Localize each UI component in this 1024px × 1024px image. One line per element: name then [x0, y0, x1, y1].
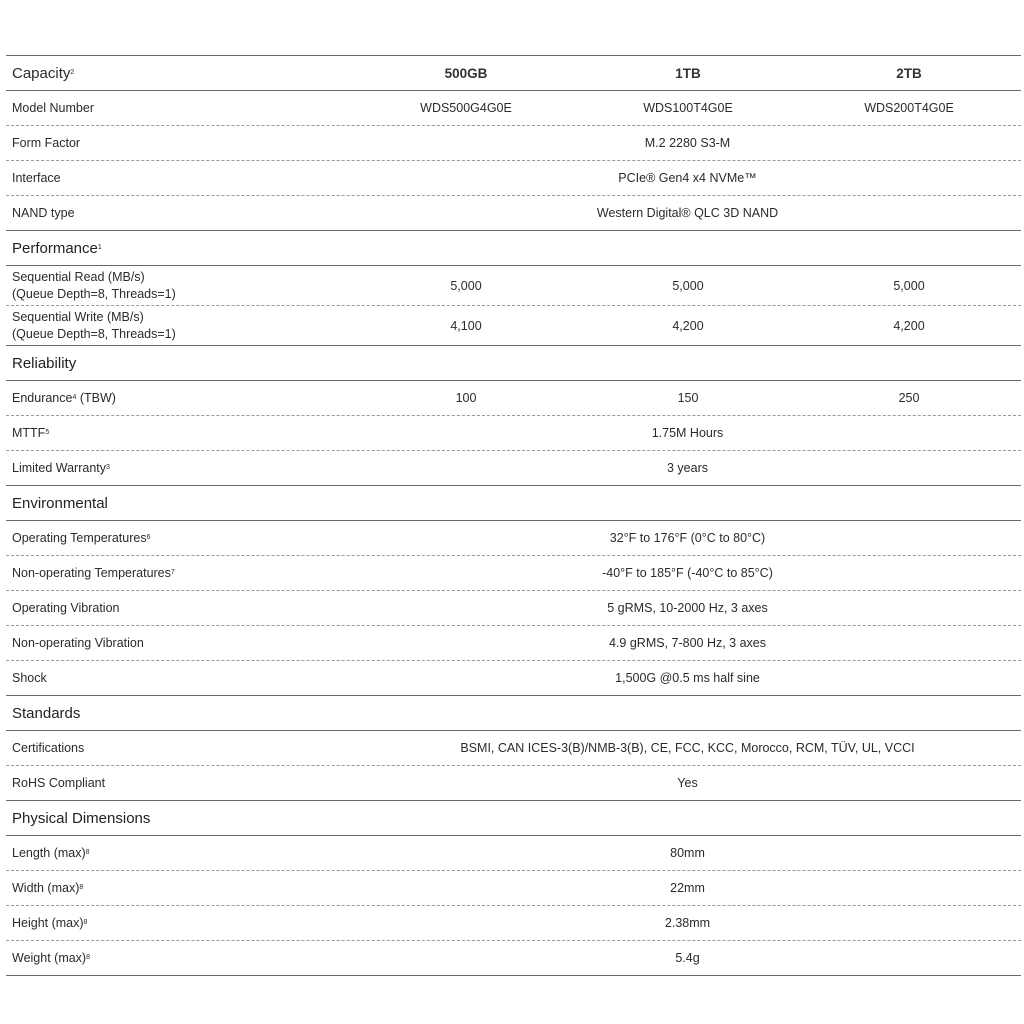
row-label: Non-operating Vibration	[12, 636, 144, 650]
value-all: Western Digital® QLC 3D NAND	[596, 206, 779, 220]
row-label: Operating Temperatures 6	[12, 531, 151, 545]
value-500gb: 5,000	[450, 278, 482, 293]
col-1tb: 1TB	[675, 65, 701, 81]
row-label: NAND type	[12, 206, 75, 220]
nand-type-row	[6, 196, 1021, 231]
seq-write-row	[6, 306, 1021, 346]
seq-read-row	[6, 266, 1021, 306]
row-label: RoHS Compliant	[12, 776, 106, 790]
row-label: Non-operating Temperatures 7	[12, 566, 175, 580]
value-all: 32°F to 176°F (0°C to 80°C)	[609, 531, 766, 545]
length-row	[6, 836, 1021, 871]
value-all: -40°F to 185°F (-40°C to 85°C)	[602, 566, 773, 580]
value-2tb: WDS200T4G0E	[864, 101, 954, 115]
row-label: Height (max) 8	[12, 916, 88, 930]
value-500gb: WDS500G4G0E	[420, 101, 512, 115]
row-label: Length (max) 8	[12, 846, 90, 860]
section-environmental	[6, 486, 1021, 521]
col-2tb: 2TB	[896, 65, 922, 81]
value-1tb: 4,200	[672, 318, 704, 333]
value-all: Yes	[677, 776, 698, 790]
value-2tb: 4,200	[893, 318, 925, 333]
value-500gb: 100	[455, 391, 477, 405]
row-label: Model Number	[12, 101, 94, 115]
value-2tb: 5,000	[893, 278, 925, 293]
capacity-header-row	[6, 55, 1021, 91]
value-1tb: WDS100T4G0E	[643, 101, 733, 115]
model-number-row	[6, 91, 1021, 126]
value-2tb: 250	[898, 391, 920, 405]
nonop-vibration-row	[6, 626, 1021, 661]
op-vibration-row	[6, 591, 1021, 626]
section-title: Environmental	[12, 494, 108, 512]
row-label: Endurance 4 (TBW)	[12, 391, 116, 405]
col-500gb: 500GB	[444, 65, 488, 81]
mttf-row	[6, 416, 1021, 451]
interface-row	[6, 161, 1021, 196]
value-500gb: 4,100	[450, 318, 482, 333]
value-all: 80mm	[670, 846, 705, 860]
value-all: 2.38mm	[664, 916, 711, 930]
row-label: Limited Warranty 3	[12, 461, 110, 475]
height-row	[6, 906, 1021, 941]
row-label: Shock	[12, 671, 47, 685]
width-row	[6, 871, 1021, 906]
row-label: Sequential Read (MB/s) (Queue Depth=8, Threads=1)	[12, 269, 176, 301]
value-1tb: 5,000	[672, 278, 704, 293]
value-all: BSMI, CAN ICES-3(B)/NMB-3(B), CE, FCC, KCC, Morocco, RCM, TÜV, UL, VCCI	[460, 741, 915, 755]
endurance-row	[6, 381, 1021, 416]
row-label: Interface	[12, 171, 61, 185]
row-label: MTTF 5	[12, 426, 50, 440]
op-temp-row	[6, 521, 1021, 556]
value-all: M.2 2280 S3-M	[644, 136, 731, 150]
section-reliability	[6, 346, 1021, 381]
spec-table	[6, 55, 1021, 976]
value-all: 1,500G @0.5 ms half sine	[615, 671, 760, 685]
nonop-temp-row	[6, 556, 1021, 591]
rohs-row	[6, 766, 1021, 801]
section-standards	[6, 696, 1021, 731]
value-all: 3 years	[667, 461, 708, 475]
value-all: 1.75M Hours	[651, 426, 724, 440]
section-performance	[6, 231, 1021, 266]
warranty-row	[6, 451, 1021, 486]
row-label: Operating Vibration	[12, 601, 120, 615]
value-all: 5 gRMS, 10-2000 Hz, 3 axes	[607, 601, 768, 615]
value-all: PCIe® Gen4 x4 NVMe™	[618, 171, 757, 185]
row-label: Sequential Write (MB/s) (Queue Depth=8, Threads=1)	[12, 309, 176, 341]
value-all: 22mm	[670, 881, 705, 895]
section-title: Standards	[12, 704, 81, 722]
row-label: Weight (max) 8	[12, 951, 90, 965]
weight-row	[6, 941, 1021, 976]
section-physical-dimensions	[6, 801, 1021, 836]
section-title: Reliability	[12, 354, 77, 372]
row-label: Certifications	[12, 741, 85, 755]
certifications-row	[6, 731, 1021, 766]
row-label: Width (max) 8	[12, 881, 84, 895]
value-all: 4.9 gRMS, 7-800 Hz, 3 axes	[608, 636, 767, 650]
capacity-label: Capacity 2	[12, 64, 75, 82]
row-label: Form Factor	[12, 136, 81, 150]
value-all: 5.4g	[675, 951, 700, 965]
shock-row	[6, 661, 1021, 696]
value-1tb: 150	[677, 391, 699, 405]
section-title: Performance 1	[12, 239, 102, 257]
form-factor-row	[6, 126, 1021, 161]
section-title: Physical Dimensions	[12, 809, 151, 827]
